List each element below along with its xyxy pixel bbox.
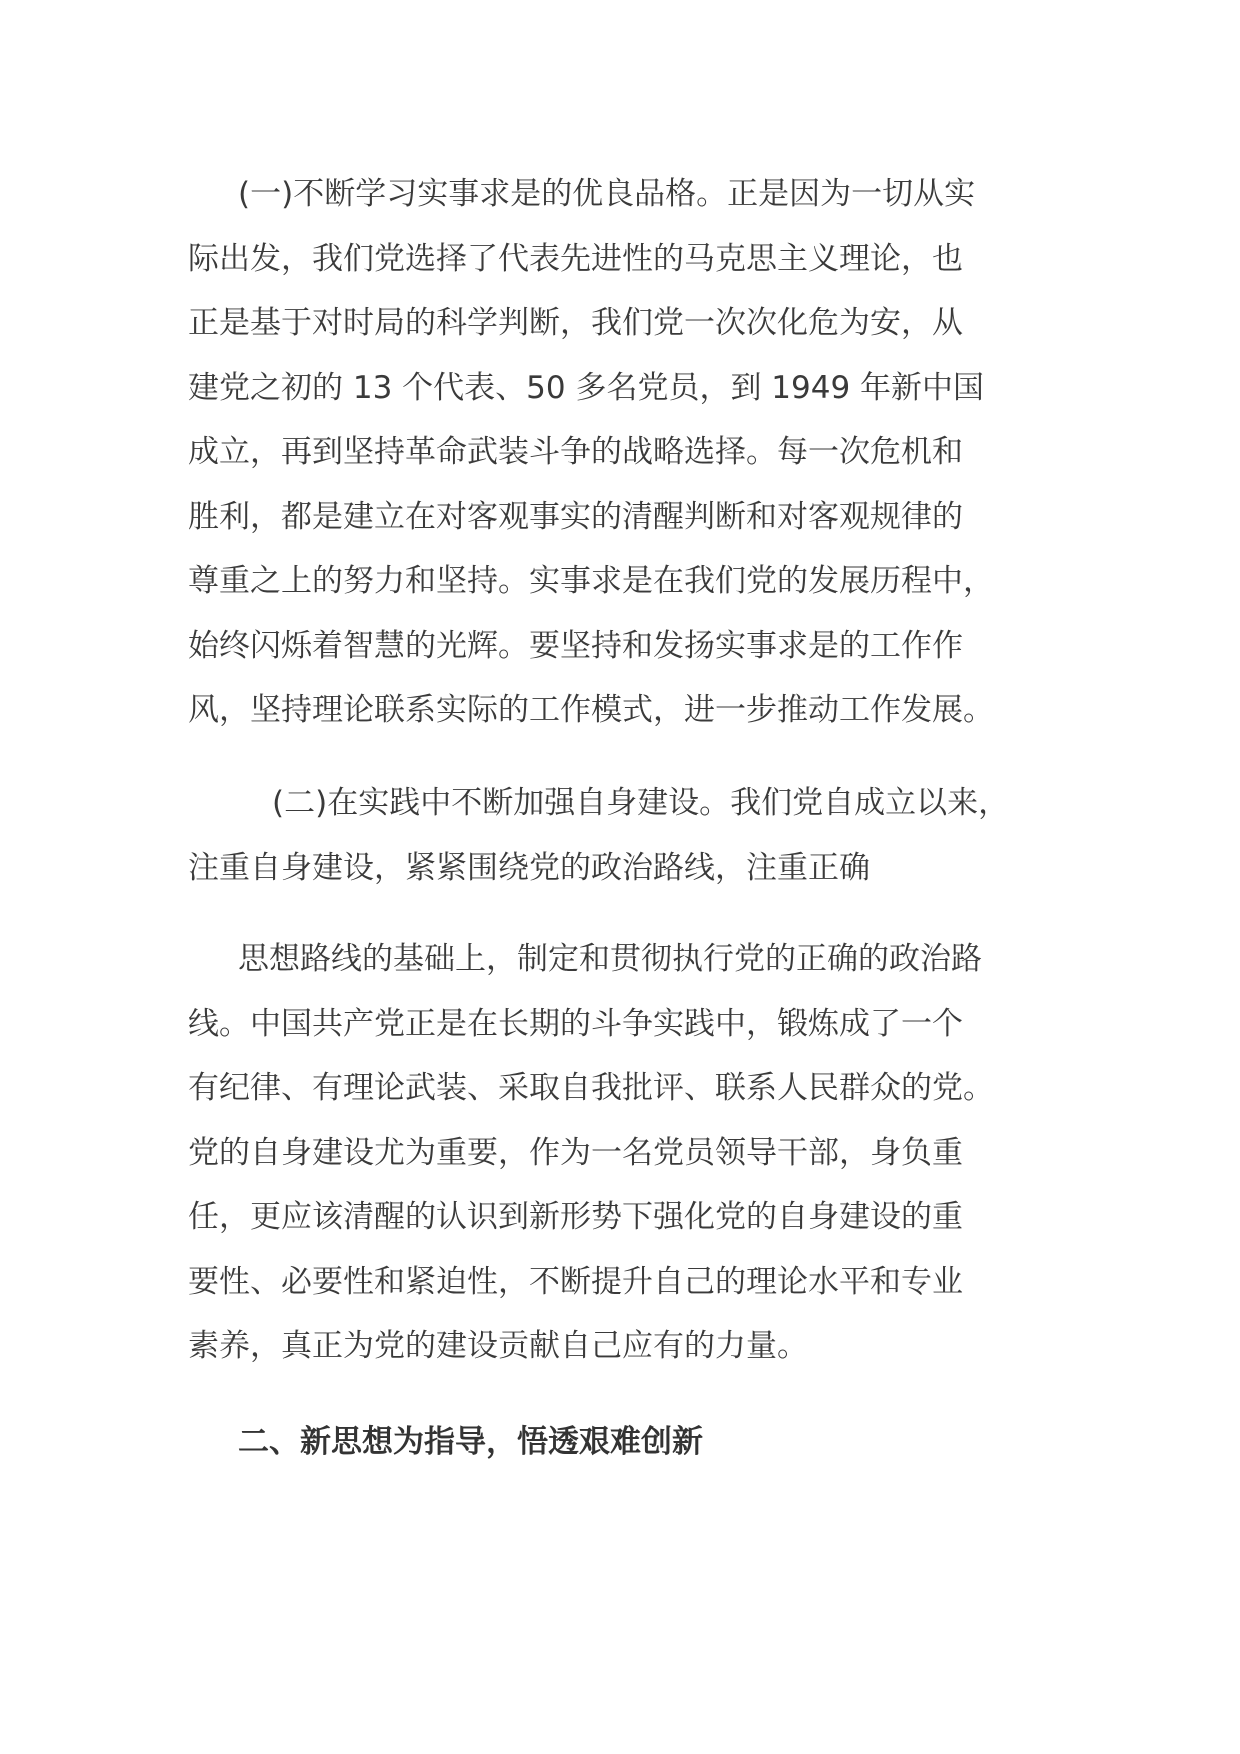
- text-line: 始终闪烁着智慧的光辉。要坚持和发扬实事求是的工作作: [188, 627, 963, 664]
- text-line: 有纪律、有理论武装、采取自我批评、联系人民群众的党。: [188, 1070, 994, 1106]
- paragraph-self-construction: [188, 771, 1068, 900]
- paragraph-ideological-line: [188, 927, 1068, 1379]
- text-line: 注重自身建设，紧紧围绕党的政治路线，注重正确: [188, 849, 870, 886]
- text-line: 风，坚持理论联系实际的工作模式，进一步推动工作发展。: [188, 692, 994, 728]
- text-line: 素养，真正为党的建设贡献自己应有的力量。: [188, 1328, 808, 1364]
- text-line: 要性、必要性和紧迫性，不断提升自己的理论水平和专业: [188, 1263, 963, 1300]
- text-line: 胜利，都是建立在对客观事实的清醒判断和对客观规律的: [188, 498, 963, 535]
- text-line: 正是基于对时局的科学判断，我们党一次次化危为安，从: [188, 305, 963, 341]
- text-line: 任，更应该清醒的认识到新形势下强化党的自身建设的重: [188, 1199, 963, 1235]
- text-line: 尊重之上的努力和坚持。实事求是在我们党的发展历程中，: [188, 563, 994, 599]
- text-line: 党的自身建设尤为重要，作为一名党员领导干部，身负重: [188, 1134, 963, 1171]
- paragraph-practical-truth: [188, 162, 1068, 743]
- text-line: (二)在实践中不断加强自身建设。我们党自成立以来，: [272, 785, 1010, 821]
- text-line: 线。中国共产党正是在长期的斗争实践中，锻炼成了一个: [188, 1005, 963, 1042]
- text-line: 成立，再到坚持革命武装斗争的战略选择。每一次危机和: [188, 434, 963, 470]
- text-line: 际出发，我们党选择了代表先进性的马克思主义理论，也: [188, 240, 963, 277]
- section-heading: 二、新思想为指导，悟透艰难创新: [238, 1424, 703, 1460]
- text-line: 思想路线的基础上，制定和贯彻执行党的正确的政治路: [238, 941, 982, 977]
- text-line: 建党之初的 13 个代表、50 多名党员，到 1949 年新中国: [188, 369, 985, 406]
- text-line: (一)不断学习实事求是的优良品格。正是因为一切从实: [238, 176, 976, 212]
